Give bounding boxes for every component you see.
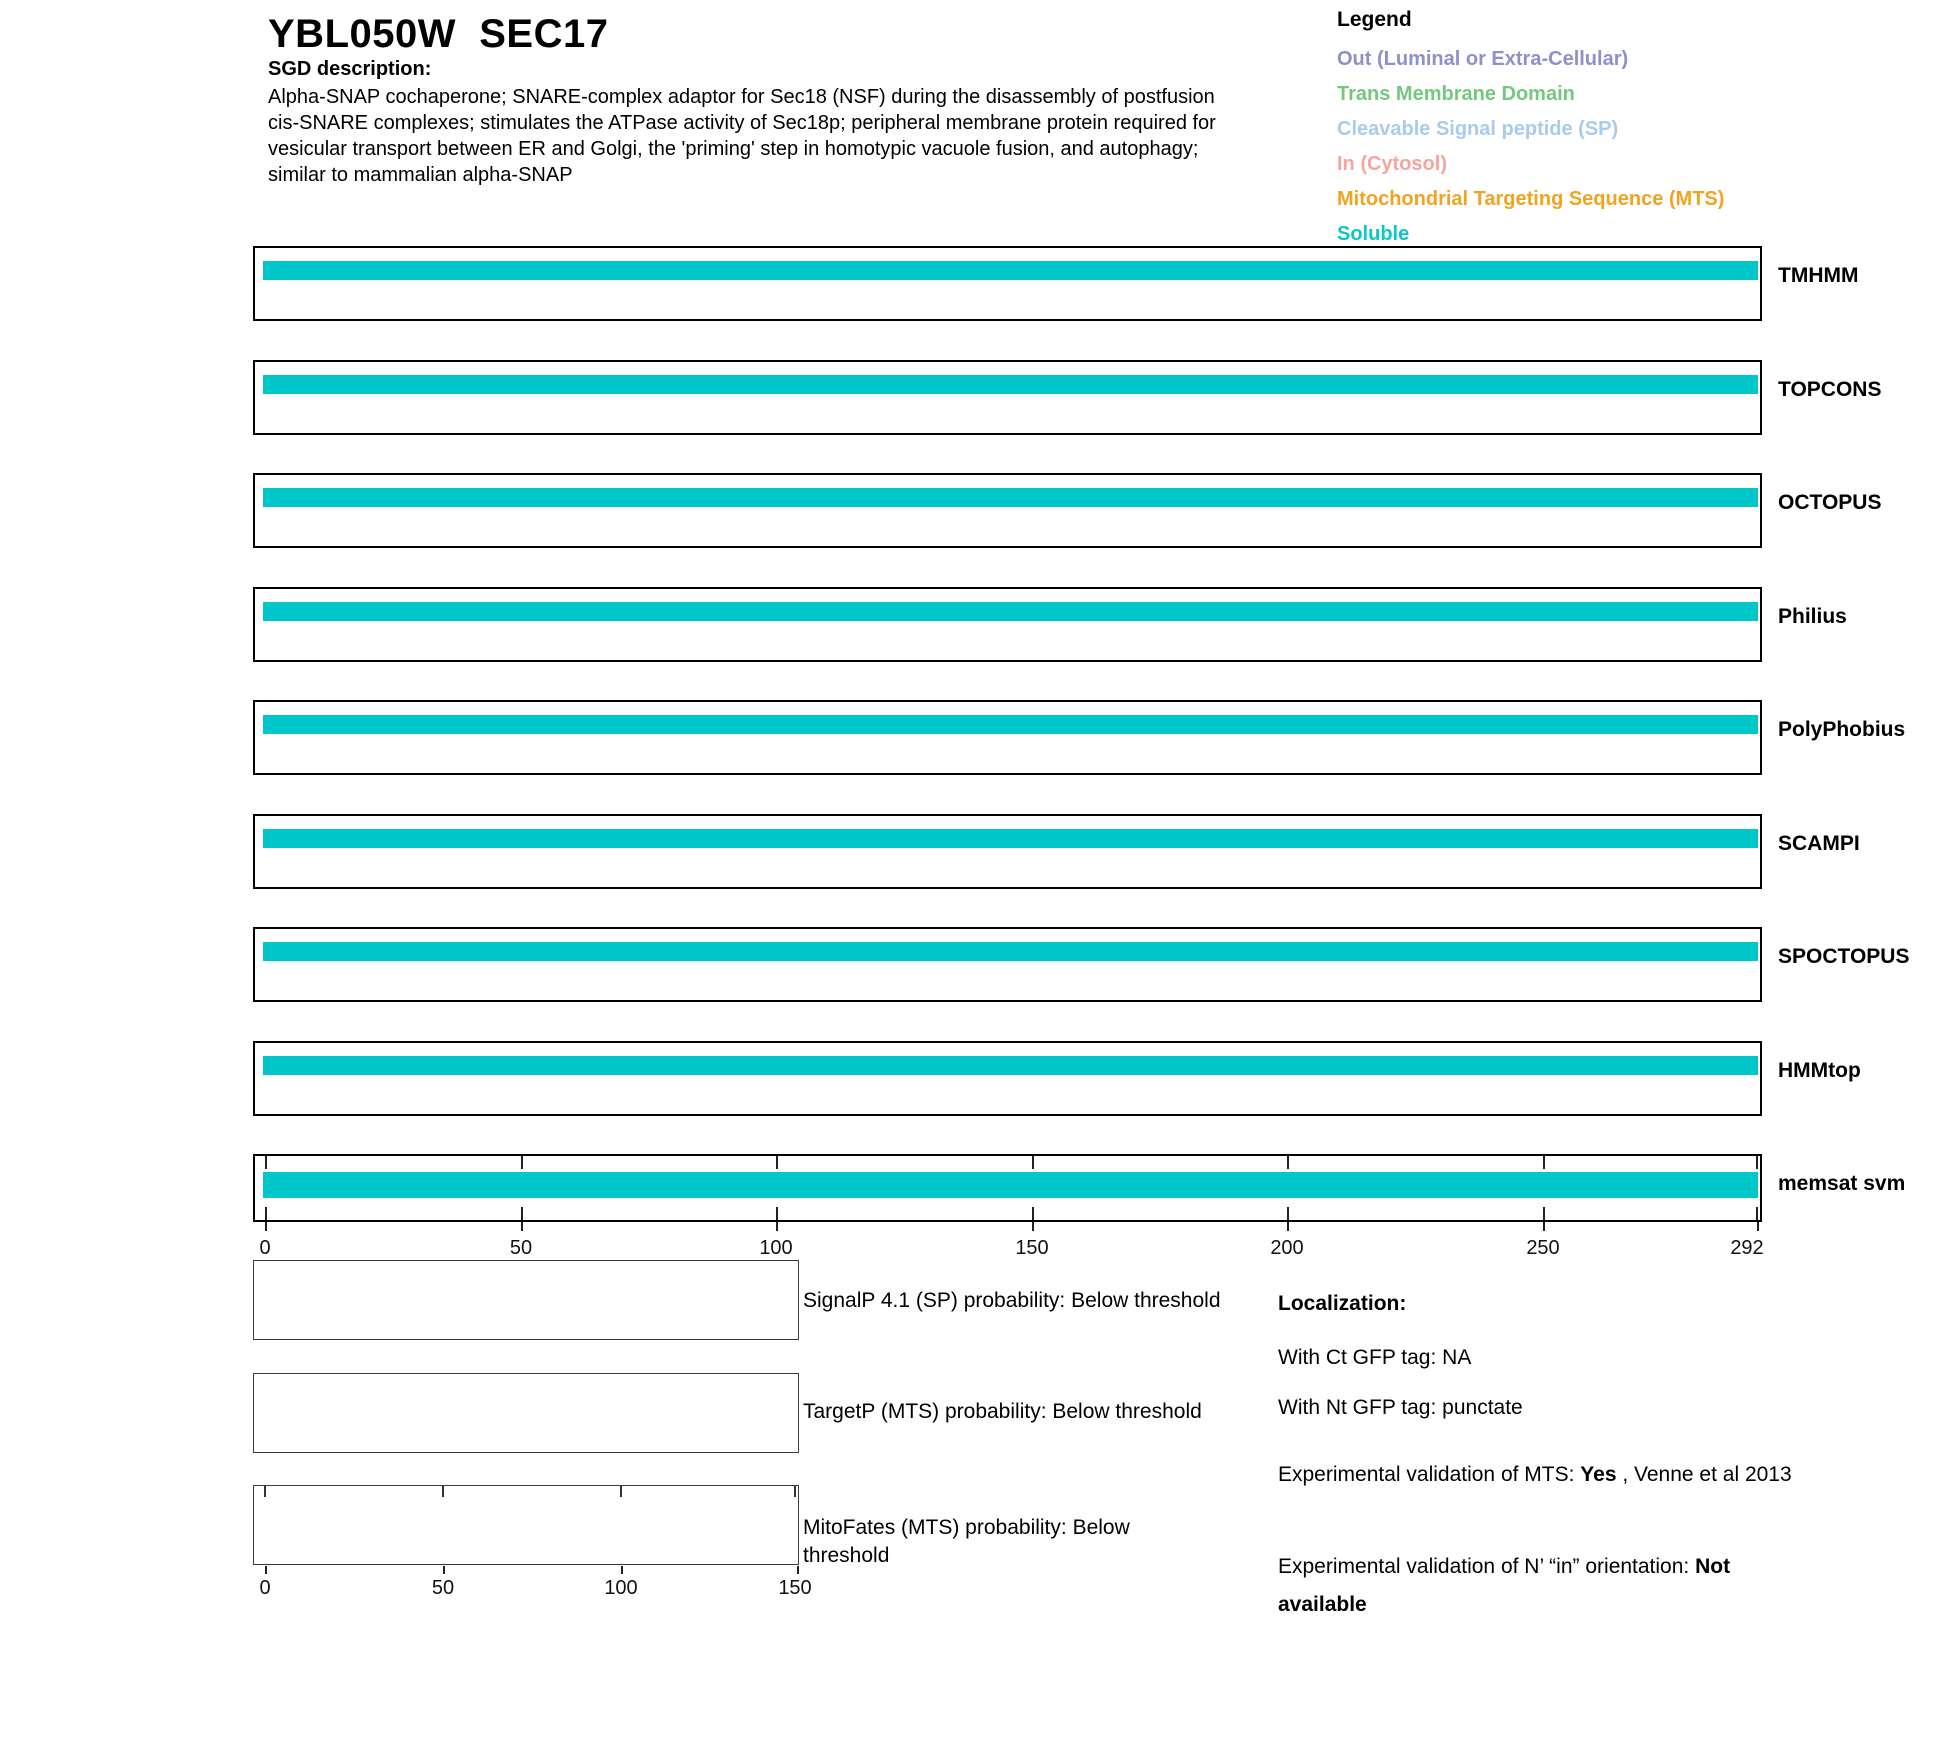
axis-tick [1543,1222,1545,1231]
track-label: TMHMM [1778,264,1859,287]
axis-tick [794,1486,796,1497]
axis-tick [1032,1156,1034,1169]
track-memsat-svm [253,1154,1950,1234]
axis-tick-label: 50 [509,1237,533,1259]
track-scampi [253,814,1950,894]
ct-gfp-line: With Ct GFP tag: NA [1278,1346,1472,1369]
axis-tick-label: 100 [604,1577,638,1599]
track-label: SPOCTOPUS [1778,945,1910,968]
soluble-bar [263,602,1758,621]
track-plot-box [253,587,1762,662]
track-plot-box [253,1154,1762,1222]
axis-tick [443,1566,445,1574]
axis-tick [265,1207,267,1220]
axis-tick [521,1222,523,1231]
mitofates-plot-label: MitoFates (MTS) probability: Below threshold [803,1516,1130,1567]
axis-tick-label: 0 [259,1237,271,1259]
axis-tick [265,1222,267,1231]
sgd-description-text [268,84,1268,188]
track-label: SCAMPI [1778,832,1860,855]
description-line: Alpha-SNAP cochaperone; SNARE-complex adaptor for Sec18 (NSF) during the disassembly of postfusion [268,86,1215,108]
axis-tick-label: 0 [259,1577,271,1599]
axis-tick [620,1486,622,1497]
axis-tick [1543,1207,1545,1220]
targetp-plot-box [253,1373,799,1453]
soluble-bar [263,942,1758,961]
track-plot-box [253,1041,1762,1116]
soluble-bar [263,715,1758,734]
axis-tick [1757,1222,1759,1231]
soluble-bar [263,1056,1758,1075]
axis-tick [442,1486,444,1497]
axis-tick [776,1222,778,1231]
axis-tick [776,1156,778,1169]
track-plot-box [253,700,1762,775]
track-plot-box [253,927,1762,1002]
soluble-bar [263,261,1758,280]
track-label: HMMtop [1778,1059,1861,1082]
nt-gfp-line: With Nt GFP tag: punctate [1278,1396,1523,1419]
track-polyphobius [253,700,1950,780]
axis-tick [1287,1207,1289,1220]
legend-title: Legend [1337,8,1412,31]
axis-tick [776,1207,778,1220]
mts-validation-suffix: , Venne et al 2013 [1616,1463,1792,1486]
description-line: vesicular transport between ER and Golgi, the 'priming' step in homotypic vacuole fusion, and autophagy; [268,138,1199,160]
mts-validation-prefix: Experimental validation of MTS: [1278,1463,1581,1486]
orientation-value: Not available [1278,1555,1731,1616]
targetp-plot-label: TargetP (MTS) probability: Below threshold [803,1400,1202,1423]
signalp-plot-box [253,1260,799,1340]
track-label: OCTOPUS [1778,491,1882,514]
axis-tick [1756,1207,1758,1220]
legend-item-mts: Mitochondrial Targeting Sequence (MTS) [1337,188,1725,210]
axis-tick [621,1566,623,1574]
track-hmmtop [253,1041,1950,1121]
axis-tick-label: 292 [1730,1237,1764,1259]
axis-tick [521,1207,523,1220]
legend-item-in: In (Cytosol) [1337,153,1447,175]
legend-item-sp: Cleavable Signal peptide (SP) [1337,118,1619,140]
soluble-bar [263,375,1758,394]
track-spoctopus [253,927,1950,1007]
localization-heading: Localization: [1278,1292,1407,1315]
legend-item-soluble: Soluble [1337,223,1410,245]
orientation-prefix: Experimental validation of N’ “in” orientation: [1278,1555,1696,1578]
axis-tick-label: 100 [759,1237,793,1259]
axis-tick-label: 150 [778,1577,812,1599]
track-plot-box [253,814,1762,889]
track-topcons [253,360,1950,440]
axis-tick [521,1156,523,1169]
signalp-plot-label: SignalP 4.1 (SP) probability: Below threshold [803,1289,1221,1312]
axis-tick [265,1156,267,1169]
axis-tick [797,1566,799,1574]
sgd-description-label: SGD description: [268,58,432,80]
legend [1337,8,1724,252]
axis-tick [1032,1222,1034,1231]
axis-tick [1543,1156,1545,1169]
axis-tick [1032,1207,1034,1220]
track-octopus [253,473,1950,553]
track-tmhmm [253,246,1950,326]
track-label: memsat svm [1778,1172,1906,1195]
legend-item-out: Out (Luminal or Extra-Cellular) [1337,48,1629,70]
mts-validation-line [1278,1463,1792,1487]
track-plot-box [253,246,1762,321]
track-label: PolyPhobius [1778,718,1906,741]
description-line: similar to mammalian alpha-SNAP [268,164,573,186]
description-line: cis-SNARE complexes; stimulates the ATPase activity of Sec18p; peripheral membrane protein required for [268,112,1216,134]
soluble-bar [263,829,1758,848]
axis-tick-label: 150 [1015,1237,1049,1259]
axis-tick [1756,1156,1758,1169]
soluble-bar [263,1172,1758,1198]
axis-tick [264,1486,266,1497]
legend-item-tmd: Trans Membrane Domain [1337,83,1575,105]
mitofates-plot-box [253,1485,799,1565]
mts-validation-value: Yes [1580,1463,1617,1486]
axis-tick-label: 50 [431,1577,455,1599]
axis-tick [1287,1222,1289,1231]
track-philius [253,587,1950,667]
orientation-validation-line [1278,1548,1778,1624]
track-plot-box [253,360,1762,435]
soluble-bar [263,488,1758,507]
track-label: TOPCONS [1778,378,1882,401]
track-plot-box [253,473,1762,548]
axis-tick [265,1566,267,1574]
axis-tick-label: 250 [1526,1237,1560,1259]
track-label: Philius [1778,605,1847,628]
axis-tick-label: 200 [1270,1237,1304,1259]
page-title: YBL050W SEC17 [268,12,609,56]
axis-tick [1287,1156,1289,1169]
